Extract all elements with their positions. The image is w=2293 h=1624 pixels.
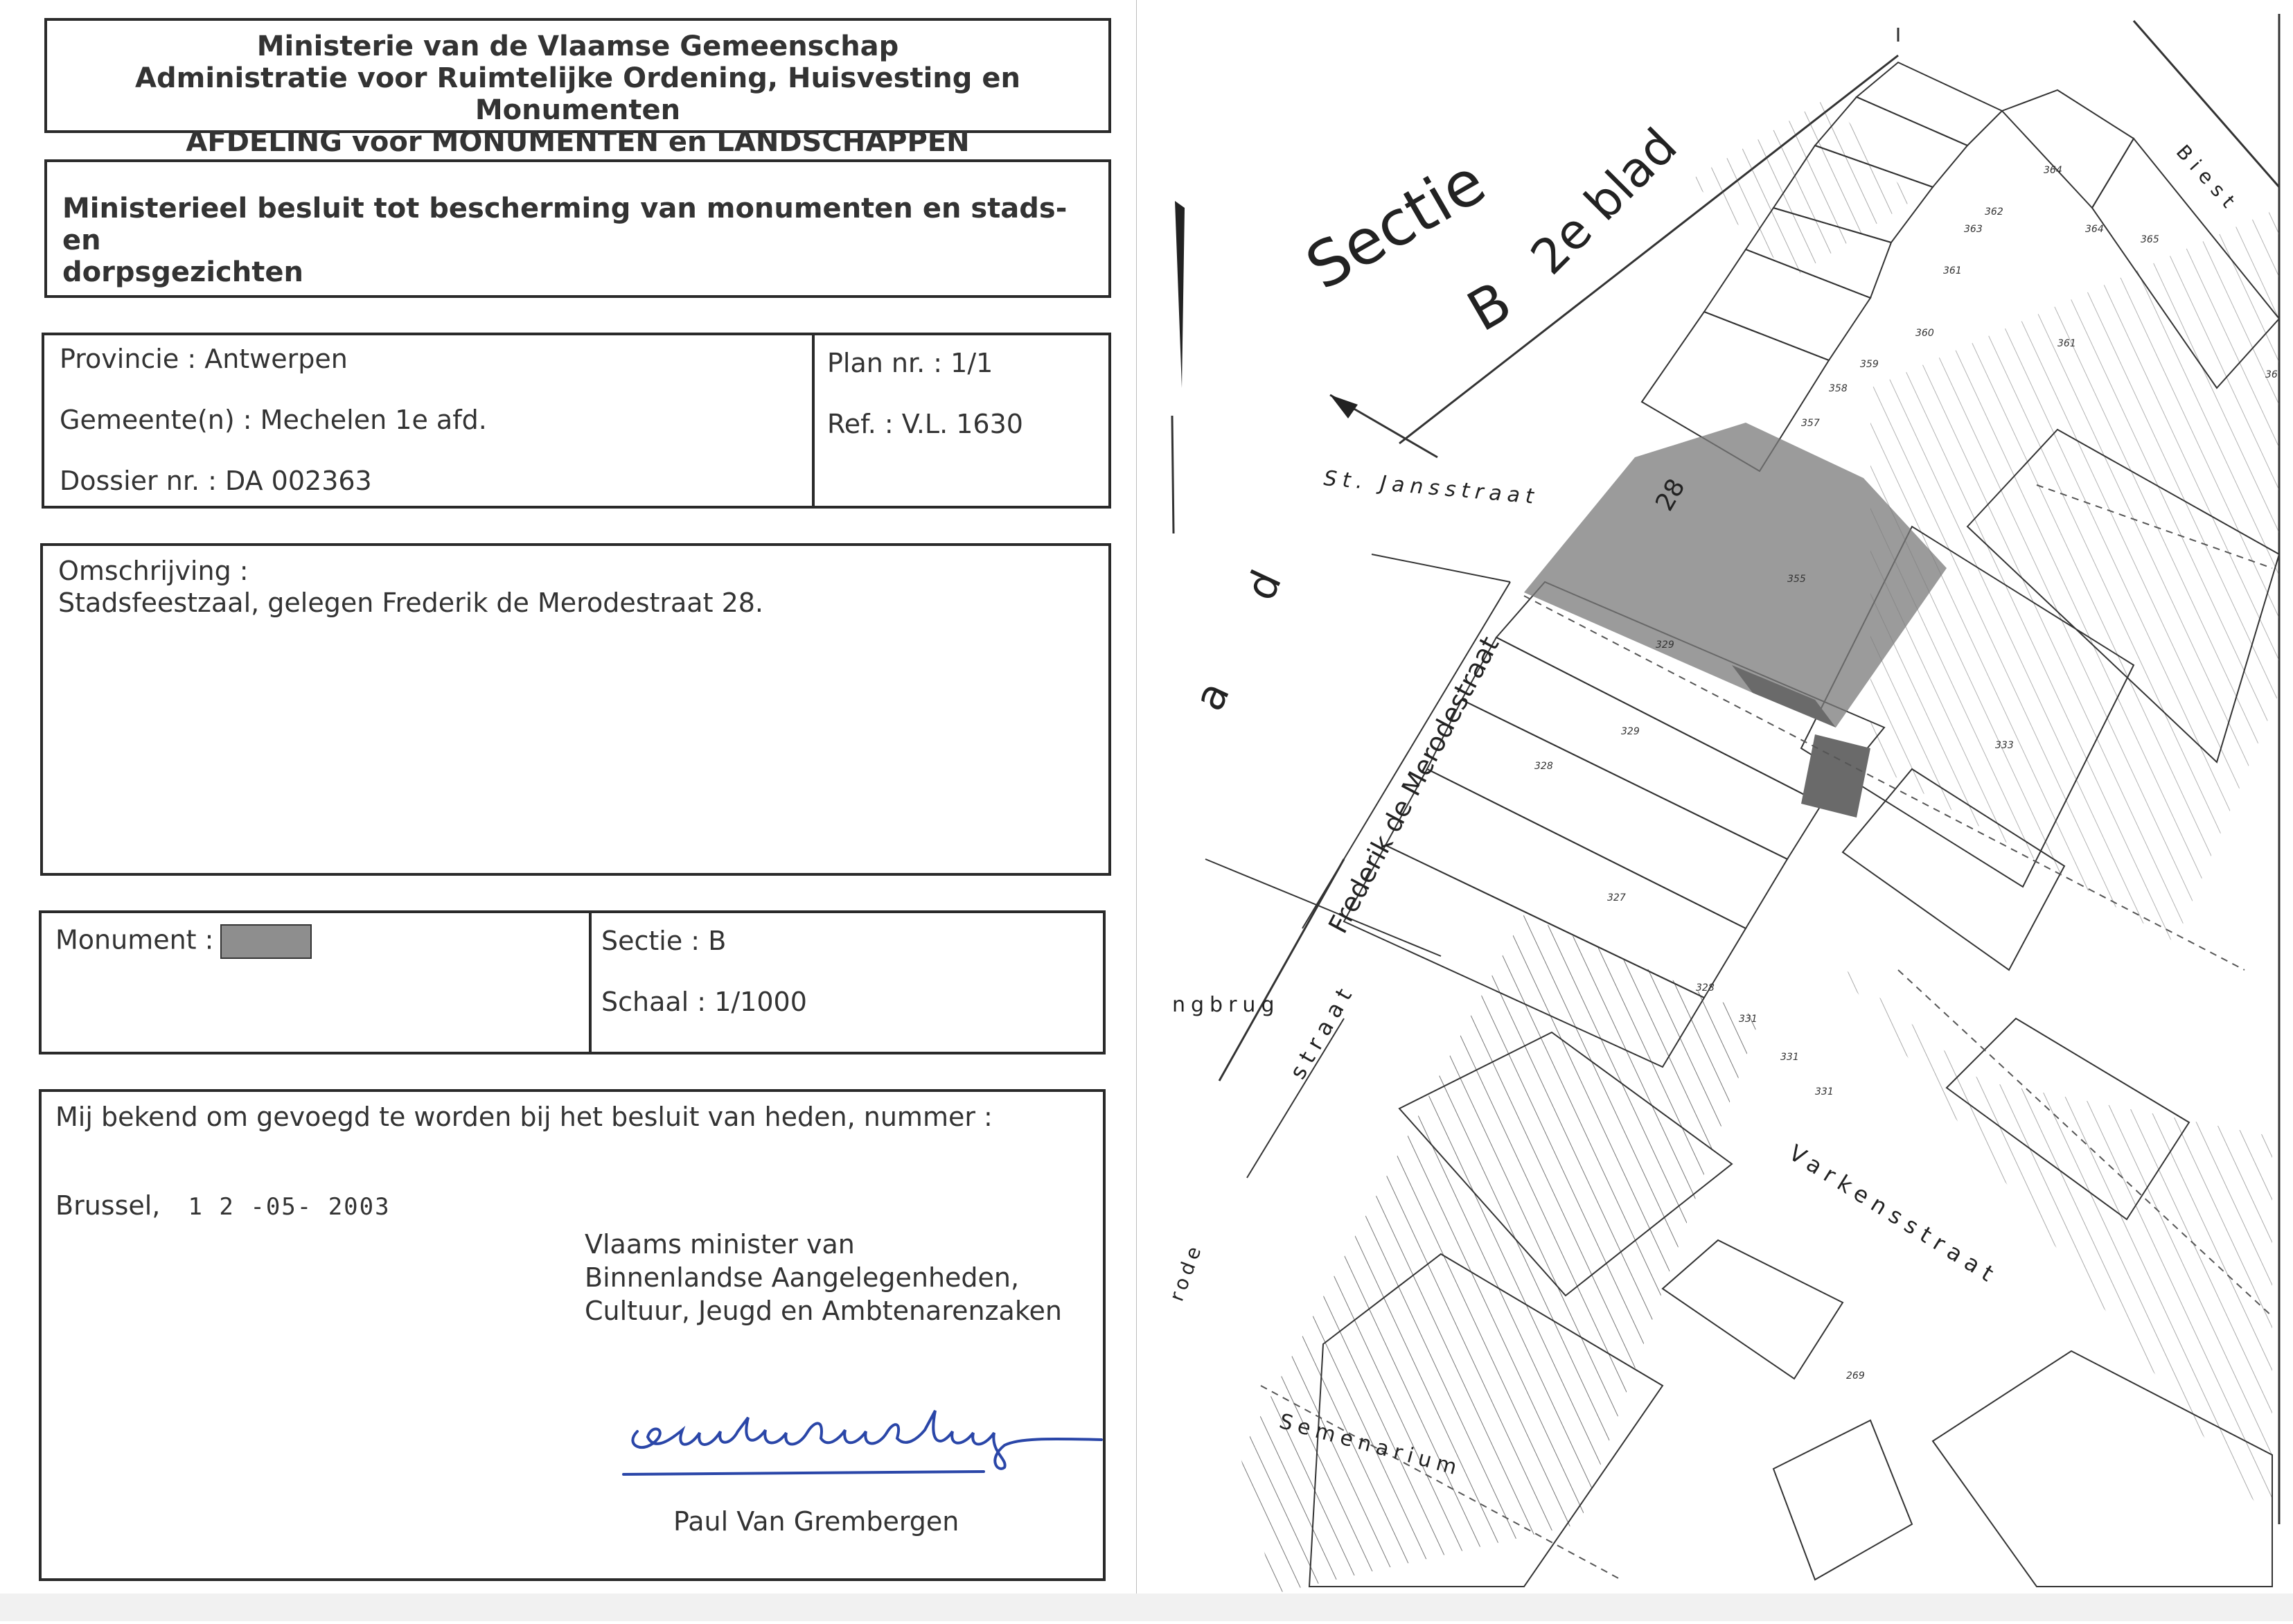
street-straat: straat [1284,978,1361,1084]
description-text: Stadsfeestzaal, gelegen Frederik de Merodestraat 28. [58,588,764,618]
date-stamp: 1 2 -05- 2003 [188,1193,391,1221]
info-box [42,333,1111,509]
svg-text:365: 365 [2141,234,2159,245]
schaal-field: Schaal : 1/1000 [601,987,807,1017]
street-st-jansstraat: St. Jansstraat [1322,466,1541,510]
monument-label: Monument : [55,924,214,955]
svg-text:327: 327 [1607,892,1626,903]
label-semenarium: Semenarium [1276,1409,1465,1481]
ministry-header [44,18,1111,158]
minister-title-2: Binnenlandse Aangelegenheden, [585,1262,1020,1293]
scan-edge [0,1594,2293,1621]
svg-text:329: 329 [1621,726,1640,737]
description-label: Omschrijving : [58,556,249,586]
description-box [40,543,1111,876]
administration-name: Administratie voor Ruimtelijke Ordening, Huisvesting en Monumenten [135,62,1020,126]
street-biest: Biest [2171,140,2245,218]
minister-title-1: Vlaams minister van [585,1229,855,1260]
place-label: Brussel, [55,1190,161,1221]
signatory-name: Paul Van Grembergen [673,1506,959,1537]
svg-text:328: 328 [1534,761,1553,772]
cadastral-map-svg [1136,0,2293,1621]
ref-field: Ref. : V.L. 1630 [827,409,1023,439]
svg-text:361: 361 [2057,338,2076,349]
svg-text:364: 364 [2085,224,2104,235]
minister-title-3: Cultuur, Jeugd en Ambtenarenzaken [585,1296,1062,1326]
scale-bar-icon [1175,201,1185,388]
svg-text:331: 331 [1815,1086,1834,1097]
svg-text:36: 36 [2265,369,2278,380]
info-divider [812,335,815,506]
house-number: 28 [1650,474,1691,516]
gemeente-field: Gemeente(n) : Mechelen 1e afd. [60,405,487,435]
cadastral-map [1136,0,2293,1621]
svg-text:331: 331 [1780,1052,1799,1063]
svg-text:361: 361 [1943,265,1962,276]
street-frederik-de-merodestraat: Frederik de Merodestraat [1322,631,1505,939]
ministry-name: Ministerie van de Vlaamse Gemeenschap [256,30,899,62]
decree-title-line1: Ministerieel besluit tot bescherming van monumenten en stads- en [62,193,1068,256]
plan-field: Plan nr. : 1/1 [827,348,993,378]
svg-text:360: 360 [1915,328,1934,339]
place-date [55,1190,391,1221]
svg-text:358: 358 [1829,383,1848,394]
legend-divider [589,913,592,1052]
svg-text:364: 364 [2044,165,2062,176]
decree-title-box [44,159,1111,298]
street-rode: rode [1165,1239,1207,1305]
svg-text:269: 269 [1846,1370,1865,1382]
dossier-field: Dossier nr. : DA 002363 [60,466,372,496]
svg-text:331: 331 [1739,1014,1758,1025]
approval-statement: Mij bekend om gevoegd te worden bij het besluit van heden, nummer : [55,1102,993,1132]
svg-text:329: 329 [1656,639,1674,651]
sectie-field: Sectie : B [601,926,727,956]
section-label: Sectie [1294,145,1498,305]
signature-image [617,1390,1115,1480]
approval-box [39,1089,1106,1581]
street-ad: a d [1185,525,1309,718]
monument-legend [55,924,312,959]
svg-text:333: 333 [1995,740,2014,751]
svg-text:357: 357 [1801,418,1820,429]
monument-swatch [220,924,312,959]
svg-text:363: 363 [1964,224,1983,235]
provincie-field: Provincie : Antwerpen [60,344,348,374]
svg-text:362: 362 [1985,206,2003,218]
decree-title-line2: dorpsgezichten [62,256,303,288]
legend-box [39,910,1106,1054]
sheet-label: 2e blad [1520,117,1688,286]
street-ngbrug: ngbrug [1172,993,1280,1017]
section-letter: B [1457,269,1523,344]
street-varkensstraat: Varkensstraat [1784,1139,2005,1291]
svg-text:355: 355 [1787,574,1806,585]
svg-text:328: 328 [1696,982,1715,994]
svg-text:359: 359 [1860,359,1879,370]
department-name: AFDELING voor MONUMENTEN en LANDSCHAPPEN [186,126,970,158]
